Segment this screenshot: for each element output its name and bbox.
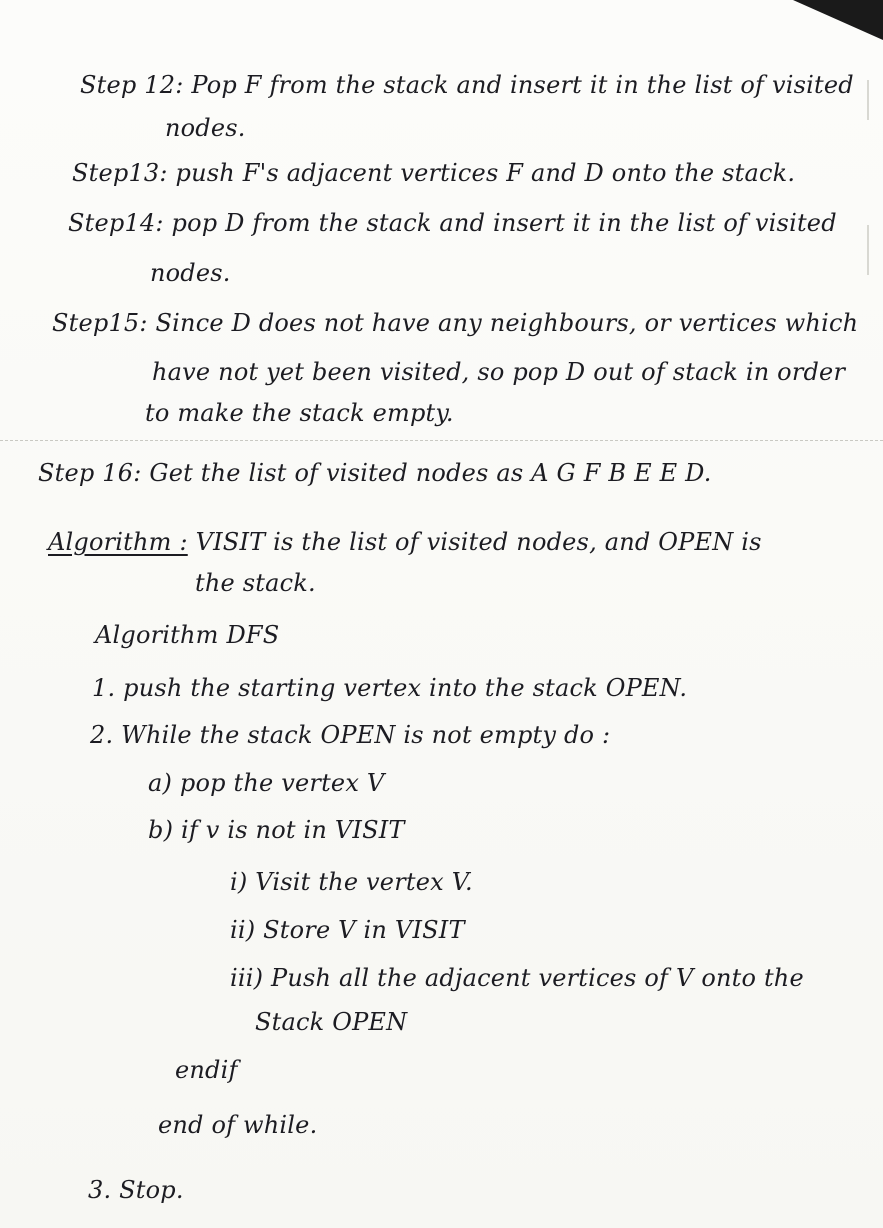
- step-text: Get the list of visited nodes as A G F B E E D.: [149, 459, 712, 487]
- step-15-continuation: [145, 398, 454, 428]
- step-14-continuation: [150, 258, 231, 288]
- algorithm-line: a) pop the vertex V: [148, 769, 385, 797]
- algorithm-intro-text: VISIT is the list of visited nodes, and OPEN is: [195, 528, 762, 556]
- algorithm-line: iii) Push all the adjacent vertices of V onto the: [230, 964, 804, 992]
- algorithm-step-2b-ii: [230, 915, 465, 945]
- step-label: Step13:: [72, 159, 168, 187]
- step-label: Step14:: [68, 209, 164, 237]
- algorithm-step-2a: [148, 768, 384, 798]
- step-label: Step15:: [52, 309, 148, 337]
- step-15-continuation: [152, 357, 845, 387]
- step-12-line: [80, 70, 854, 100]
- algorithm-title: Algorithm DFS: [95, 621, 280, 649]
- page-fold: [0, 440, 883, 441]
- step-text: pop D from the stack and insert it in the list of visited: [171, 209, 837, 237]
- algorithm-line: ii) Store V in VISIT: [230, 916, 465, 944]
- algorithm-line: b) if v is not in VISIT: [148, 816, 405, 844]
- algorithm-intro-continuation: [195, 568, 316, 598]
- algorithm-step-1: [92, 673, 687, 703]
- step-text: nodes.: [165, 114, 246, 142]
- algorithm-step-2b: [148, 815, 405, 845]
- algorithm-line: 2. While the stack OPEN is not empty do :: [90, 721, 611, 749]
- algorithm-line: 3. Stop.: [88, 1176, 184, 1204]
- step-text: nodes.: [150, 259, 231, 287]
- algorithm-line: endif: [175, 1056, 238, 1084]
- algorithm-line: 1. push the starting vertex into the stack OPEN.: [92, 674, 688, 702]
- algorithm-name: [95, 620, 279, 650]
- algorithm-heading: Algorithm :: [48, 528, 188, 556]
- step-text: to make the stack empty.: [145, 399, 454, 427]
- step-label: Step 16:: [38, 459, 142, 487]
- margin-mark: [867, 80, 869, 120]
- step-12-continuation: [165, 113, 246, 143]
- algorithm-step-3: [88, 1175, 184, 1205]
- algorithm-intro-text: the stack.: [195, 569, 316, 597]
- step-13-line: [72, 158, 795, 188]
- step-14-line: [68, 208, 837, 238]
- page-corner-shadow: [793, 0, 883, 40]
- step-15-line: [52, 308, 858, 338]
- algorithm-step-2: [90, 720, 610, 750]
- margin-mark: [867, 225, 869, 275]
- step-text: push F's adjacent vertices F and D onto the stack.: [175, 159, 796, 187]
- algorithm-end-while: [158, 1110, 317, 1140]
- step-text: Since D does not have any neighbours, or vertices which: [155, 309, 859, 337]
- algorithm-line: Stack OPEN: [255, 1008, 408, 1036]
- algorithm-step-2b-i: [230, 867, 473, 897]
- step-label: Step 12:: [80, 71, 184, 99]
- algorithm-line: i) Visit the vertex V.: [230, 868, 473, 896]
- step-text: Pop F from the stack and insert it in the list of visited: [191, 71, 854, 99]
- algorithm-line: end of while.: [158, 1111, 318, 1139]
- algorithm-step-2b-iii: [230, 963, 804, 993]
- step-text: have not yet been visited, so pop D out of stack in order: [152, 358, 846, 386]
- algorithm-step-2b-iii-continuation: [255, 1007, 407, 1037]
- step-16-line: [38, 458, 712, 488]
- algorithm-endif: [175, 1055, 238, 1085]
- algorithm-intro-line: [48, 527, 762, 557]
